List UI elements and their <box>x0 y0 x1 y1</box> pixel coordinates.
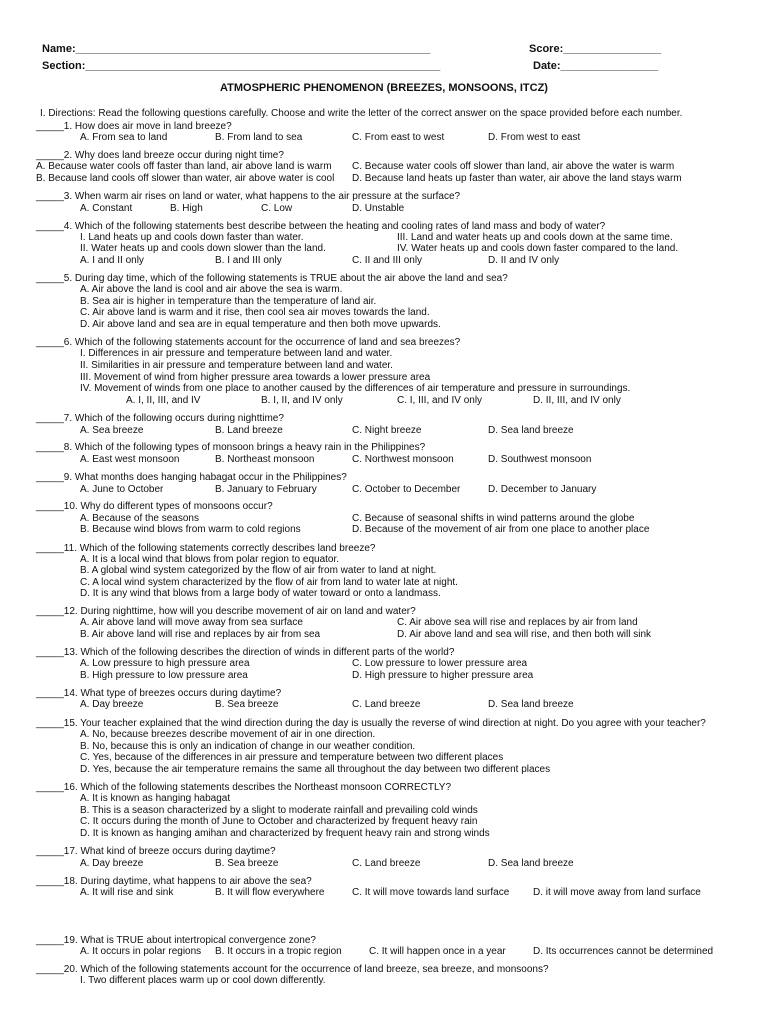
question-5: _____5. During day time, which of the following statements is TRUE about the air above the land and sea? <box>36 273 508 284</box>
q8-choice-b: B. Northeast monsoon <box>215 454 315 465</box>
q13-choice-b: B. High pressure to low pressure area <box>80 670 248 681</box>
q2-choice-b: B. Because land cools off slower than water, air above water is cool <box>36 173 335 184</box>
q18-choice-c: C. It will move towards land surface <box>352 887 510 898</box>
q12-choice-c: C. Air above sea will rise and replaces by air from land <box>397 617 638 628</box>
q19-choice-d: D. Its occurrences cannot be determined <box>533 946 714 957</box>
q12-choice-a: A. Air above land will move away from sea surface <box>80 617 303 628</box>
q4-statement-3: III. Land and water heats up and cools down at the same time. <box>397 232 673 243</box>
q5-choice-b: B. Sea air is higher in temperature than the temperature of land air. <box>80 296 377 307</box>
q18-choice-b: B. It will flow everywhere <box>215 887 325 898</box>
q17-choice-a: A. Day breeze <box>80 858 144 869</box>
q6-statement-2: II. Similarities in air pressure and temperature between land and water. <box>80 360 393 371</box>
q7-choice-b: B. Land breeze <box>215 425 283 436</box>
q1-choice-a: A. From sea to land <box>80 132 168 143</box>
q6-choice-a: A. I, II, III, and IV <box>126 395 201 406</box>
question-20: _____20. Which of the following statements account for the occurrence of land breeze, sea breeze, and monsoons? <box>36 964 549 975</box>
q14-choice-b: B. Sea breeze <box>215 699 279 710</box>
q7-choice-a: A. Sea breeze <box>80 425 144 436</box>
q13-choice-a: A. Low pressure to high pressure area <box>80 658 250 669</box>
q10-choice-a: A. Because of the seasons <box>80 513 199 524</box>
q17-choice-d: D. Sea land breeze <box>488 858 574 869</box>
date-field[interactable]: Date:________________ <box>533 60 659 72</box>
q9-choice-b: B. January to February <box>215 484 317 495</box>
question-19: _____19. What is TRUE about intertropical convergence zone? <box>36 935 316 946</box>
q4-choice-d: D. II and IV only <box>488 255 560 266</box>
q11-choice-c: C. A local wind system characterized by the flow of air from land to water late at night. <box>80 577 458 588</box>
score-field[interactable]: Score:________________ <box>529 43 662 55</box>
q8-choice-a: A. East west monsoon <box>80 454 180 465</box>
question-18: _____18. During daytime, what happens to air above the sea? <box>36 876 312 887</box>
question-6: _____6. Which of the following statements account for the occurrence of land and sea breezes? <box>36 337 461 348</box>
question-4: _____4. Which of the following statements best describe between the heating and cooling rates of land mass and body of water? <box>36 221 606 232</box>
q2-choice-a: A. Because water cools off faster than land, air above land is warm <box>36 161 332 172</box>
q8-choice-c: C. Northwest monsoon <box>352 454 454 465</box>
q5-choice-a: A. Air above the land is cool and air above the sea is warm. <box>80 284 343 295</box>
question-8: _____8. Which of the following types of monsoon brings a heavy rain in the Philippines? <box>36 442 426 453</box>
q18-choice-d: D. it will move away from land surface <box>533 887 701 898</box>
q4-choice-c: C. II and III only <box>352 255 423 266</box>
q15-choice-b: B. No, because this is only an indication of change in our weather condition. <box>80 741 416 752</box>
page-title: ATMOSPHERIC PHENOMENON (BREEZES, MONSOONS, ITCZ) <box>220 82 548 94</box>
q2-choice-d: D. Because land heats up faster than water, air above the land stays warm <box>352 173 682 184</box>
q19-choice-a: A. It occurs in polar regions <box>80 946 202 957</box>
q15-choice-a: A. No, because breezes describe movement of air in one direction. <box>80 729 376 740</box>
question-2: _____2. Why does land breeze occur during night time? <box>36 150 284 161</box>
question-1: _____1. How does air move in land breeze? <box>36 121 232 132</box>
q10-choice-c: C. Because of seasonal shifts in wind patterns around the globe <box>352 513 635 524</box>
question-9: _____9. What months does hanging habagat occur in the Philippines? <box>36 472 347 483</box>
q8-choice-d: D. Southwest monsoon <box>488 454 592 465</box>
question-17: _____17. What kind of breeze occurs during daytime? <box>36 846 276 857</box>
q9-choice-c: C. October to December <box>352 484 461 495</box>
q12-choice-b: B. Air above land will rise and replaces by air from sea <box>80 629 321 640</box>
q6-choice-c: C. I, III, and IV only <box>397 395 483 406</box>
q6-choice-d: D. II, III, and IV only <box>533 395 621 406</box>
q14-choice-c: C. Land breeze <box>352 699 421 710</box>
q5-choice-c: C. Air above land is warm and it rise, then cool sea air moves towards the land. <box>80 307 430 318</box>
q19-choice-b: B. It occurs in a tropic region <box>215 946 342 957</box>
section-field[interactable]: Section:__________________________________________________________ <box>42 60 441 72</box>
q18-choice-a: A. It will rise and sink <box>80 887 174 898</box>
question-10: _____10. Why do different types of monsoons occur? <box>36 501 273 512</box>
q7-choice-d: D. Sea land breeze <box>488 425 574 436</box>
q7-choice-c: C. Night breeze <box>352 425 422 436</box>
q1-choice-b: B. From land to sea <box>215 132 303 143</box>
q12-choice-d: D. Air above land and sea will rise, and then both will sink <box>397 629 652 640</box>
q19-choice-c: C. It will happen once in a year <box>369 946 506 957</box>
q6-statement-1: I. Differences in air pressure and temperature between land and water. <box>80 348 393 359</box>
question-12: _____12. During nighttime, how will you describe movement of air on land and water? <box>36 606 416 617</box>
q14-choice-a: A. Day breeze <box>80 699 144 710</box>
q15-choice-d: D. Yes, because the air temperature remains the same all throughout the day between two different places <box>80 764 551 775</box>
q5-choice-d: D. Air above land and sea are in equal temperature and then both move upwards. <box>80 319 441 330</box>
q9-choice-d: D. December to January <box>488 484 597 495</box>
q11-choice-d: D. It is any wind that blows from a large body of water toward or onto a landmass. <box>80 588 441 599</box>
q3-choice-b: B. High <box>170 203 203 214</box>
q20-statement-1: I. Two different places warm up or cool down differently. <box>80 975 326 986</box>
q6-statement-3: III. Movement of wind from higher pressure area towards a lower pressure area <box>80 372 431 383</box>
directions: I. Directions: Read the following questions carefully. Choose and write the letter of the correct answer on the space provided before each number. <box>40 108 683 119</box>
q3-choice-a: A. Constant <box>80 203 133 214</box>
q4-statement-4: IV. Water heats up and cools down faster compared to the land. <box>397 243 679 254</box>
q2-choice-c: C. Because water cools off slower than land, air above the water is warm <box>352 161 675 172</box>
q17-choice-b: B. Sea breeze <box>215 858 279 869</box>
q11-choice-a: A. It is a local wind that blows from polar region to equator. <box>80 554 340 565</box>
q16-choice-c: C. It occurs during the month of June to October and characterized by frequent heavy rain <box>80 816 478 827</box>
q10-choice-b: B. Because wind blows from warm to cold regions <box>80 524 301 535</box>
q9-choice-a: A. June to October <box>80 484 164 495</box>
q14-choice-d: D. Sea land breeze <box>488 699 574 710</box>
name-field[interactable]: Name:__________________________________________________________ <box>42 43 431 55</box>
q3-choice-d: D. Unstable <box>352 203 405 214</box>
q15-choice-c: C. Yes, because of the differences in air pressure and temperature between two different places <box>80 752 504 763</box>
q1-choice-c: C. From east to west <box>352 132 445 143</box>
question-13: _____13. Which of the following describes the direction of winds in different parts of the world? <box>36 647 455 658</box>
q6-statement-4: IV. Movement of winds from one place to another caused by the differences of air temperature and pressure in surroundings. <box>80 383 631 394</box>
q4-choice-a: A. I and II only <box>80 255 144 266</box>
q17-choice-c: C. Land breeze <box>352 858 421 869</box>
question-15: _____15. Your teacher explained that the wind direction during the day is usually the reverse of wind direction at night. Do you agree with your teacher? <box>36 718 706 729</box>
question-14: _____14. What type of breezes occurs during daytime? <box>36 688 282 699</box>
question-7: _____7. Which of the following occurs during nighttime? <box>36 413 284 424</box>
q6-choice-b: B. I, II, and IV only <box>261 395 343 406</box>
q1-choice-d: D. From west to east <box>488 132 581 143</box>
q10-choice-d: D. Because of the movement of air from one place to another place <box>352 524 650 535</box>
question-11: _____11. Which of the following statements correctly describes land breeze? <box>36 543 376 554</box>
q16-choice-a: A. It is known as hanging habagat <box>80 793 231 804</box>
q3-choice-c: C. Low <box>261 203 293 214</box>
question-3: _____3. When warm air rises on land or water, what happens to the air pressure at the surface? <box>36 191 461 202</box>
question-16: _____16. Which of the following statements describes the Northeast monsoon CORRECTLY? <box>36 782 452 793</box>
q16-choice-d: D. It is known as hanging amihan and characterized by frequent heavy rain and strong winds <box>80 828 490 839</box>
q4-statement-2: II. Water heats up and cools down slower than the land. <box>80 243 326 254</box>
q16-choice-b: B. This is a season characterized by a slight to moderate rainfall and prevailing cold winds <box>80 805 478 816</box>
q11-choice-b: B. A global wind system categorized by the flow of air from water to land at night. <box>80 565 437 576</box>
q13-choice-c: C. Low pressure to lower pressure area <box>352 658 528 669</box>
q13-choice-d: D. High pressure to higher pressure area <box>352 670 534 681</box>
q4-statement-1: I. Land heats up and cools down faster than water. <box>80 232 304 243</box>
q4-choice-b: B. I and III only <box>215 255 282 266</box>
